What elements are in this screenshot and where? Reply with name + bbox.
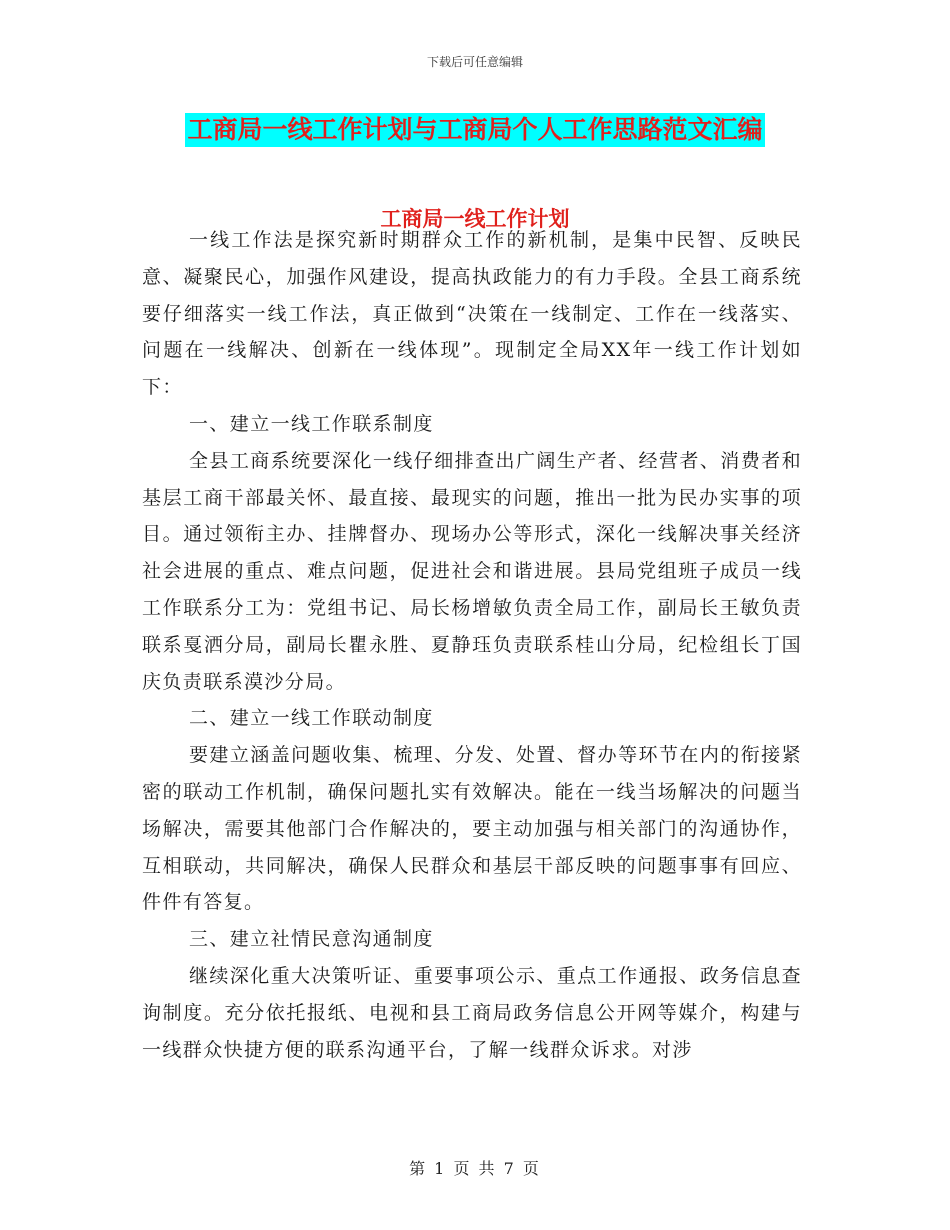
heading-3: 三、建立社情民意沟通制度 <box>189 928 434 951</box>
heading-2: 二、建立一线工作联动制度 <box>189 707 434 730</box>
paragraph-3: 继续深化重大决策听证、重要事项公示、重点工作通报、政务信息查询制度。充分依托报纸、电视和县工商局政务信息公开网等媒介，构建与一线群众快捷方便的联系沟通平台，了解一线群众诉求。对涉 <box>142 964 802 1061</box>
document-body <box>142 222 802 1068</box>
document-title: 工商局一线工作计划与工商局个人工作思路范文汇编 <box>185 113 764 147</box>
document-title-wrap <box>0 113 950 147</box>
paragraph-2: 要建立涵盖问题收集、梳理、分发、处置、督办等环节在内的衔接紧密的联动工作机制，确保问题扎实有效解决。能在一线当场解决的问题当场解决，需要其他部门合作解决的，要主动加强与相关部门的沟通协作，互相联动，共同解决，确保人民群众和基层干部反映的问题事事有回应、件件有答复。 <box>142 744 802 914</box>
page-header-note: 下载后可任意编辑 <box>426 55 523 69</box>
section-title: 工商局一线工作计划 <box>380 207 570 231</box>
heading-1: 一、建立一线工作联系制度 <box>189 412 434 435</box>
page-number-footer: 第 1 页 共 7 页 <box>409 1159 541 1178</box>
paragraph-1: 全县工商系统要深化一线仔细排查出广阔生产者、经营者、消费者和基层工商干部最关怀、最直接、最现实的问题，推出一批为民办实事的项目。通过领衔主办、挂牌督办、现场办公等形式，深化一线解决事关经济社会进展的重点、难点问题，促进社会和谐进展。县局党组班子成员一线工作联系分工为：党组书记、局长杨增敏负责全局工作，副局长王敏负责联系戛洒分局，副局长瞿永胜、夏静珏负责联系桂山分局，纪检组长丁国庆负责联系漠沙分局。 <box>142 449 802 693</box>
paragraph-intro: 一线工作法是探究新时期群众工作的新机制，是集中民智、反映民意、凝聚民心，加强作风建设，提高执政能力的有力手段。全县工商系统要仔细落实一线工作法，真正做到“决策在一线制定、工作在一线落实、问题在一线解决、创新在一线体现”。现制定全局XX年一线工作计划如下： <box>142 229 802 399</box>
